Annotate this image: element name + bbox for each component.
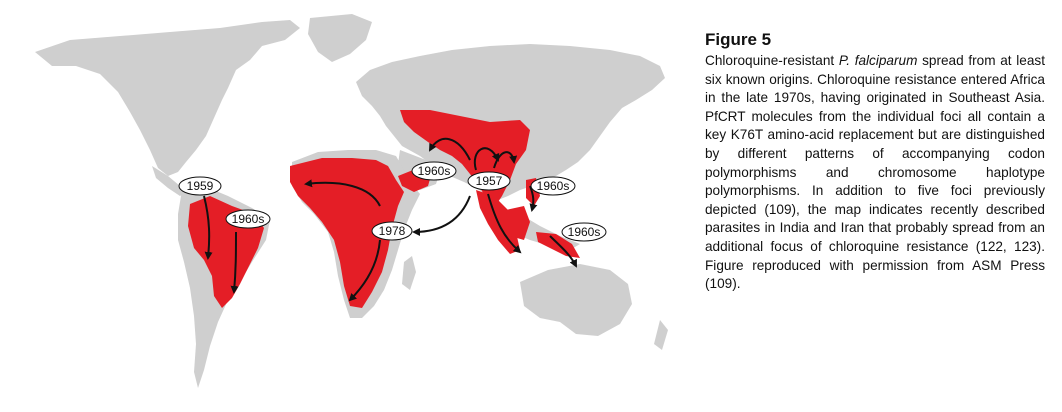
origin-label-iran-1960s bbox=[412, 162, 456, 180]
origin-label-newguinea-1960s bbox=[562, 223, 606, 241]
origin-label-1978 bbox=[372, 222, 412, 240]
origin-label-text: 1978 bbox=[378, 224, 406, 238]
origin-label-text: 1960s bbox=[231, 212, 265, 226]
origin-label-1957 bbox=[468, 172, 510, 190]
origin-label-text: 1960s bbox=[417, 164, 451, 178]
caption-part-2: spread from at least six known origins. Chloroquine resistance entered Africa in the late 1970s, having originated in Southeast Asia. PfCRT molecules from the individual foci all contain a key K76T amino-acid replacement but are distinguished by different patterns of accompanying codon polymorphisms and chromosome haplotype polymorphisms. In addition to five foci previously depicted (109), the map indicates recently described parasites in India and Iran that probably spread from an additional focus of chloroquine resistance (122, 123). Figure reproduced with permission from ASM Press (109). bbox=[705, 53, 1045, 292]
arrow-to-africa bbox=[414, 196, 470, 232]
caption-species-name: P. falciparum bbox=[838, 53, 918, 68]
figure-caption-text bbox=[705, 52, 1045, 294]
origin-label-text: 1960s bbox=[567, 225, 601, 239]
origin-label-text: 1957 bbox=[475, 174, 503, 188]
caption-part-1: Chloroquine-resistant bbox=[705, 53, 839, 68]
origin-label-text: 1960s bbox=[536, 179, 570, 193]
figure-title: Figure 5 bbox=[705, 30, 772, 49]
madagascar bbox=[402, 256, 416, 290]
origin-label-text: 1959 bbox=[186, 179, 214, 193]
origin-label-sa-1960s bbox=[226, 210, 270, 228]
greenland bbox=[308, 14, 372, 62]
new-zealand bbox=[654, 320, 668, 350]
figure-caption bbox=[705, 30, 1045, 294]
north-america bbox=[35, 20, 300, 176]
origin-label-philippines-1960s bbox=[531, 177, 575, 195]
australia bbox=[520, 264, 632, 336]
origin-label-1959 bbox=[179, 177, 221, 195]
